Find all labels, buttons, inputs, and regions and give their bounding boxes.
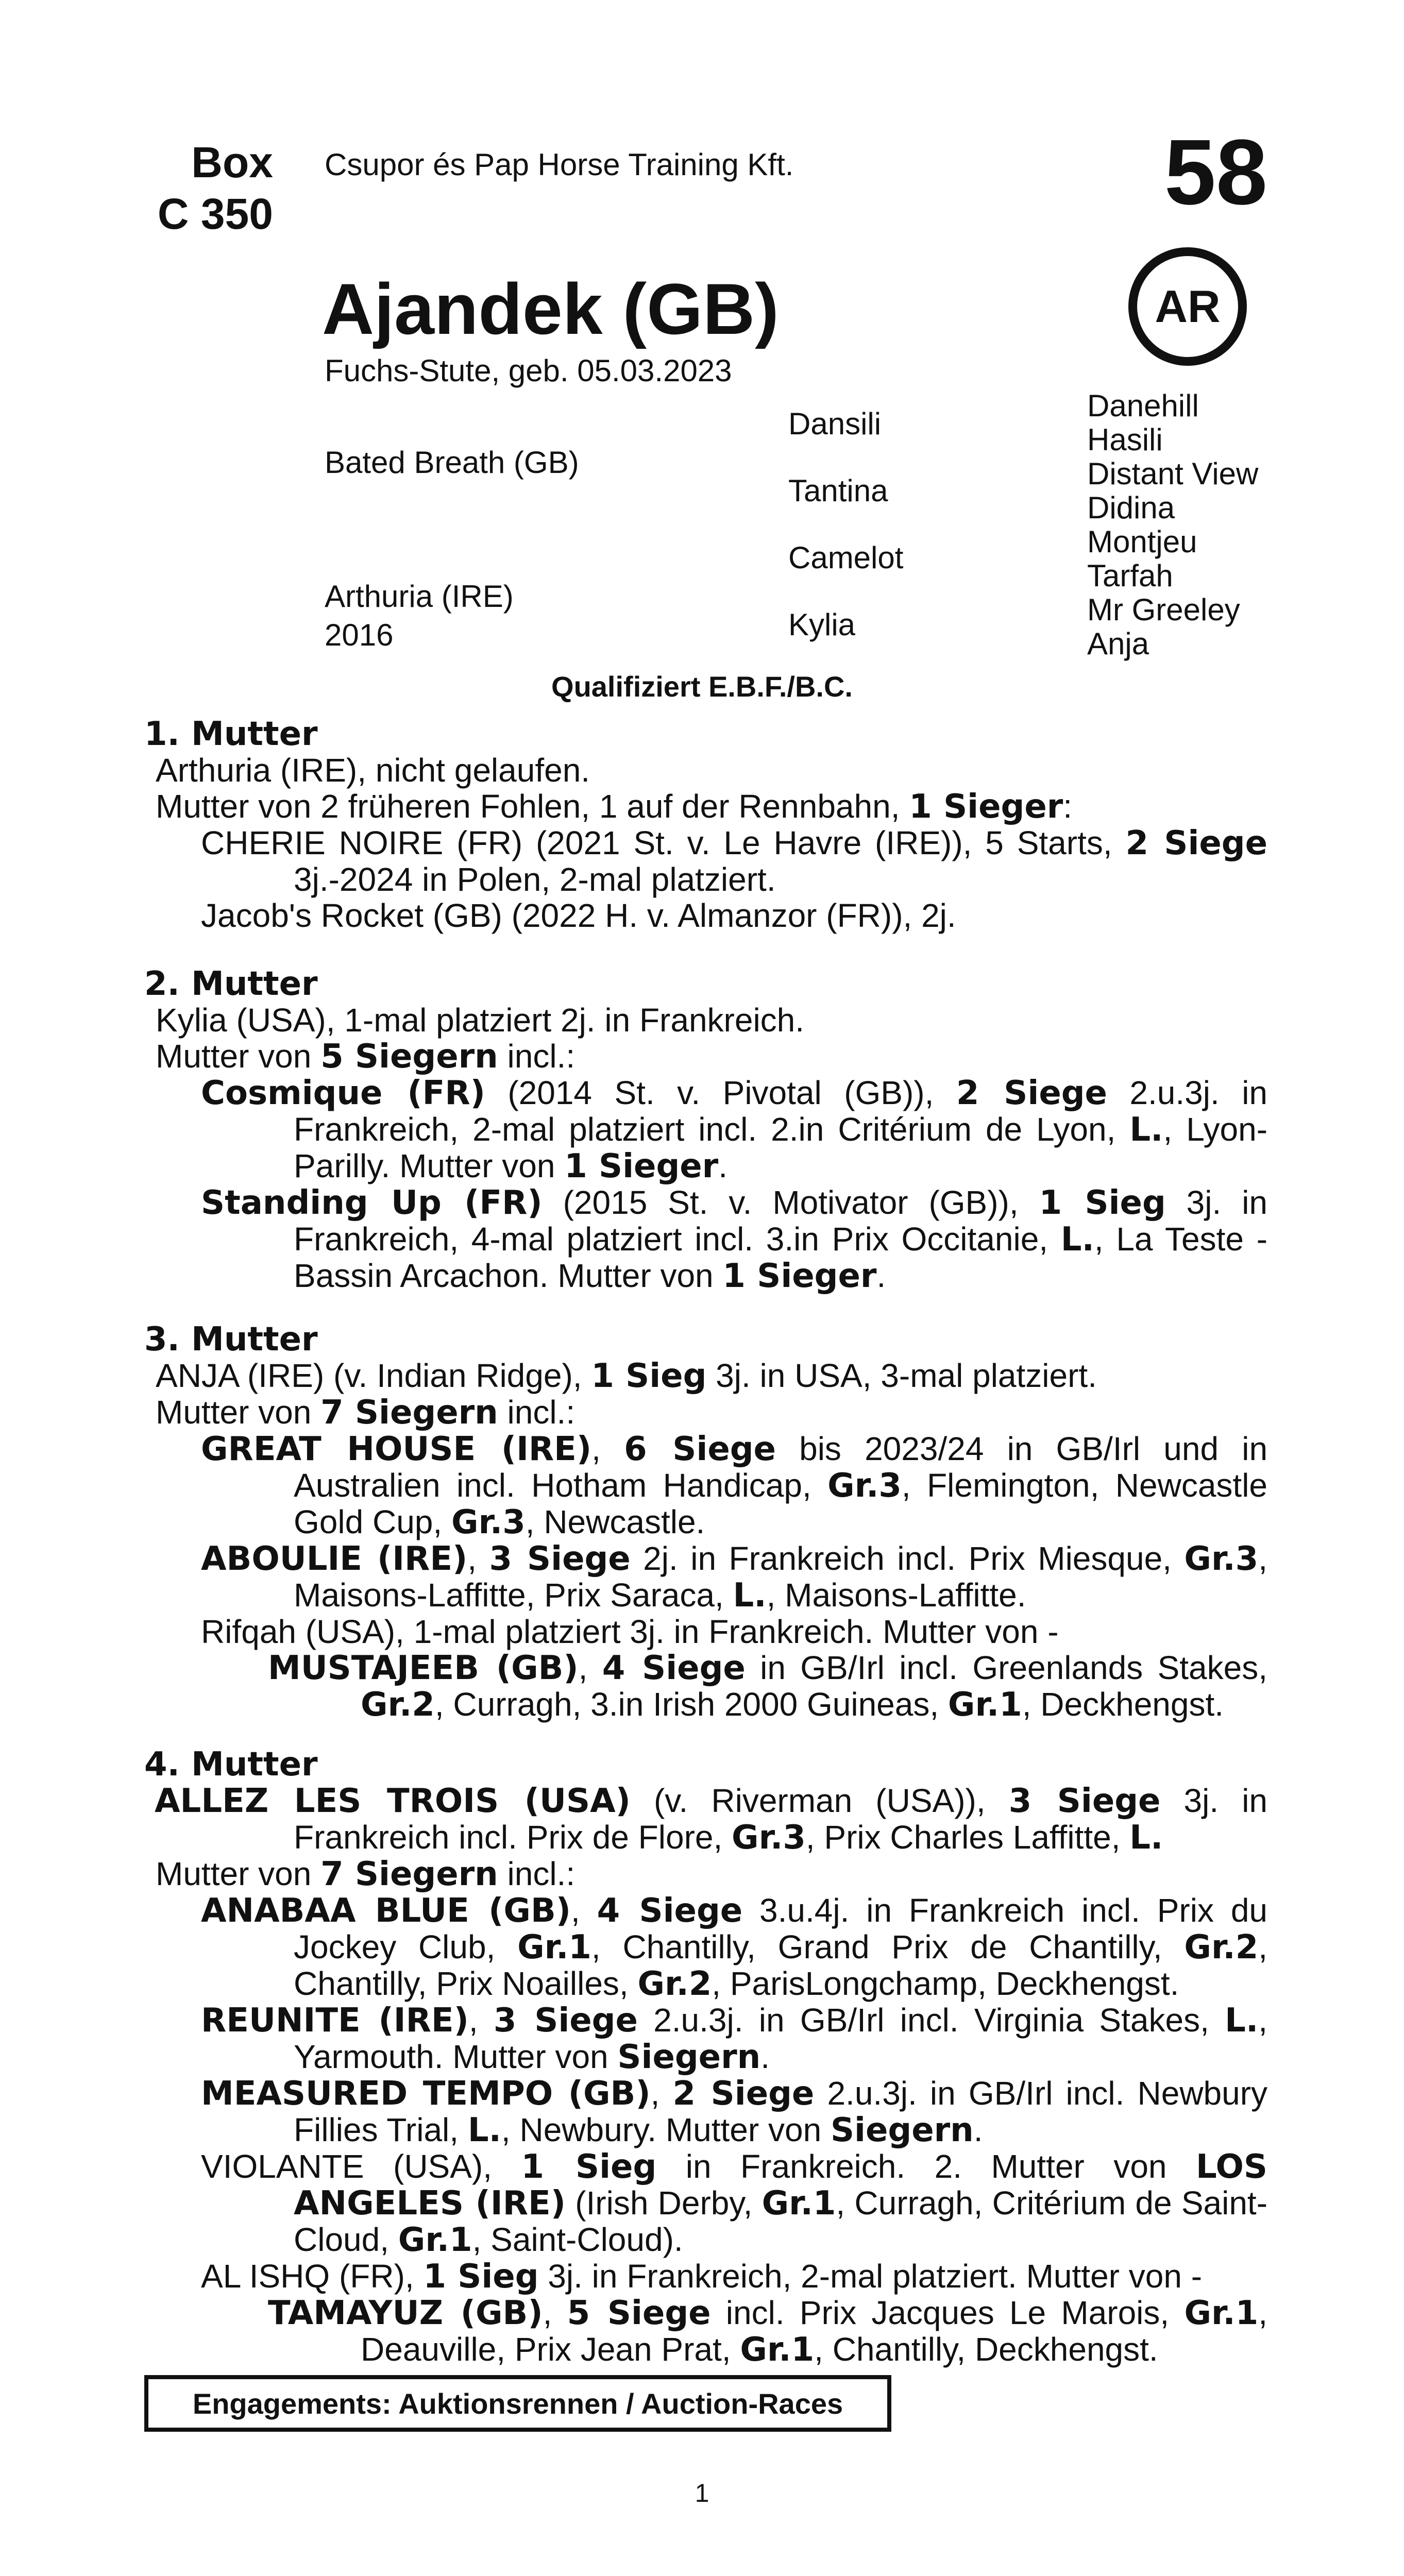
dam-line <box>144 1783 1267 1856</box>
text: incl. Prix Jacques Le Marois, <box>711 2294 1185 2331</box>
text: in Frankreich. 2. Mutter von <box>656 2148 1196 2185</box>
text: Gr.1 <box>762 2184 836 2223</box>
text: , Maisons-Laffitte, Prix Saraca, <box>294 1540 1267 1614</box>
text: (Irish Derby, <box>565 2184 762 2222</box>
text: 1 Sieg <box>1039 1184 1166 1222</box>
text: . <box>760 2038 770 2075</box>
text: ANABAA BLUE (GB) <box>201 1892 571 1930</box>
produce-entry <box>144 1540 1267 1614</box>
text: , Curragh, Critérium de Saint-Cloud, <box>294 2184 1267 2258</box>
pedigree-gen3-item: Tarfah <box>1087 558 1173 593</box>
text: L. <box>733 1577 767 1615</box>
pedigree-gen3-item: Didina <box>1087 490 1175 525</box>
text: ANJA (IRE) (v. Indian Ridge), <box>156 1357 591 1394</box>
dam-line: Arthuria (IRE), nicht gelaufen. <box>156 752 590 789</box>
produce-entry <box>144 2295 1267 2368</box>
text: 1 Sieger <box>564 1147 719 1185</box>
text: 2 Siege <box>956 1074 1107 1112</box>
text: Gr.1 <box>948 1686 1022 1724</box>
produce-summary <box>144 788 1267 825</box>
text: , Chantilly, Deckhengst. <box>814 2331 1158 2368</box>
text: , <box>650 2075 673 2112</box>
produce-summary <box>144 1394 1267 1431</box>
text: , <box>543 2294 567 2331</box>
produce-summary <box>144 1038 1267 1075</box>
ar-badge-label: AR <box>1155 281 1221 332</box>
dam-line: Kylia (USA), 1-mal platziert 2j. in Frankreich. <box>156 1002 805 1039</box>
text: 2 Siege <box>672 2075 815 2113</box>
text: 3 Siege <box>489 1540 631 1578</box>
text: , Flemington, Newcastle Gold Cup, <box>294 1467 1268 1540</box>
text: . <box>718 1147 728 1184</box>
pedigree-gen2-item: Camelot <box>788 540 904 575</box>
text: Siegern <box>617 2038 761 2076</box>
text: 5 Siege <box>567 2294 711 2332</box>
horse-name: Ajandek (GB) <box>322 268 779 349</box>
text: REUNITE (IRE) <box>201 2002 469 2040</box>
text: : <box>1063 788 1073 825</box>
text: 5 Siegern <box>320 1038 498 1076</box>
text: 1 Sieger <box>722 1257 877 1295</box>
text: , ParisLongchamp, Deckhengst. <box>712 1965 1179 2002</box>
text: , Prix Charles Laffitte, <box>805 1819 1130 1856</box>
text: 1 Sieg <box>591 1357 707 1395</box>
text: incl.: <box>498 1394 576 1431</box>
section-heading: 2. Mutter <box>144 965 318 1003</box>
fourth-dam-section <box>144 1747 1267 2368</box>
produce-entry <box>144 2148 1267 2258</box>
text: VIOLANTE (USA), <box>201 2148 521 2185</box>
text: 7 Siegern <box>320 1394 498 1432</box>
text: MEASURED TEMPO (GB) <box>201 2075 651 2113</box>
text: Mutter von <box>156 1394 321 1431</box>
section-heading: 1. Mutter <box>144 715 318 753</box>
text: Standing Up (FR) <box>201 1184 543 1222</box>
text: incl.: <box>498 1038 576 1075</box>
text: 2.u.3j. in Frankreich, 2-mal platziert incl. 2.in Critérium de Lyon, <box>294 1074 1268 1148</box>
box-label: Box <box>191 138 273 187</box>
text: , Maisons-Laffitte. <box>766 1577 1026 1614</box>
text: , Saint-Cloud). <box>472 2221 683 2258</box>
text: Gr.1 <box>517 1928 591 1967</box>
text: L. <box>1225 2002 1259 2040</box>
text: 3j. in Frankreich, 2-mal platziert. Mutter von - <box>538 2258 1203 2295</box>
produce-entry <box>144 2258 1267 2295</box>
text: . <box>973 2111 983 2148</box>
box-number: C 350 <box>157 190 273 238</box>
owner-name: Csupor és Pap Horse Training Kft. <box>325 147 794 182</box>
text: 3 Siege <box>493 2002 638 2040</box>
pedigree-gen2-item: Dansili <box>788 406 882 441</box>
text: , Chantilly, Prix Noailles, <box>294 1928 1267 2002</box>
text: 3 Siege <box>1008 1782 1161 1820</box>
text: 6 Siege <box>624 1430 776 1468</box>
text: , La Teste - Bassin Arcachon. Mutter von <box>294 1221 1268 1294</box>
pedigree-gen3-item: Distant View <box>1087 456 1259 491</box>
text: , Deauville, Prix Jean Prat, <box>361 2294 1268 2368</box>
text: , Newbury. Mutter von <box>501 2111 831 2148</box>
text: 1 Sieger <box>909 788 1063 826</box>
dam-line <box>144 1358 1267 1394</box>
pedigree-gen3-item: Anja <box>1087 626 1149 661</box>
text: 2 Siege <box>1125 824 1268 862</box>
text: 3j. in Frankreich incl. Prix de Flore, <box>294 1782 1268 1856</box>
text: 4 Siege <box>597 1892 743 1930</box>
section-heading: 4. Mutter <box>144 1745 318 1784</box>
text: Gr.1 <box>398 2221 472 2259</box>
text: Gr.3 <box>1184 1540 1259 1578</box>
text: 3.u.4j. in Frankreich incl. Prix du Jockey Club, <box>294 1892 1267 1965</box>
text: L. <box>1060 1221 1094 1259</box>
produce-entry: Rifqah (USA), 1-mal platziert 3j. in Frankreich. Mutter von - <box>201 1613 1059 1650</box>
text: CHERIE NOIRE (FR) (2021 St. v. Le Havre (IRE)), 5 Starts, <box>201 824 1126 861</box>
third-dam-section <box>144 1321 1267 1723</box>
produce-entry <box>144 1650 1267 1723</box>
pedigree-dam-year: 2016 <box>325 618 394 652</box>
text: MUSTAJEEB (GB) <box>268 1649 579 1687</box>
text: ALLEZ LES TROIS (USA) <box>155 1782 631 1820</box>
text: AL ISHQ (FR), <box>201 2258 424 2295</box>
text: 1 Sieg <box>423 2258 539 2296</box>
engagements-label: Engagements: Auktionsrennen / Auction-Races <box>192 2387 843 2420</box>
text: Mutter von <box>156 1855 321 1892</box>
text: 1 Sieg <box>521 2148 657 2186</box>
text: (2014 St. v. Pivotal (GB)), <box>485 1074 956 1111</box>
text: , Yarmouth. Mutter von <box>294 2002 1268 2075</box>
produce-entry <box>144 1431 1267 1540</box>
text: Gr.3 <box>451 1503 526 1541</box>
text: , <box>570 1892 597 1929</box>
pedigree-gen2-item: Tantina <box>788 473 888 508</box>
produce-summary <box>144 1856 1267 1892</box>
text: LOS ANGELES (IRE) <box>294 2148 1268 2223</box>
text: 3j. in Frankreich, 4-mal platziert incl. 3.in Prix Occitanie, <box>294 1184 1268 1258</box>
text: incl.: <box>498 1855 576 1892</box>
produce-entry: Jacob's Rocket (GB) (2022 H. v. Almanzor (FR)), 2j. <box>201 897 956 934</box>
qualification-note: Qualifiziert E.B.F./B.C. <box>551 670 853 703</box>
text: Gr.2 <box>1184 1928 1259 1967</box>
produce-entry <box>144 1075 1267 1184</box>
second-dam-section <box>144 966 1267 1294</box>
horse-details: Fuchs-Stute, geb. 05.03.2023 <box>325 353 732 388</box>
text: Gr.1 <box>1184 2294 1259 2332</box>
first-dam-section <box>144 716 1267 934</box>
text: 2j. in Frankreich incl. Prix Miesque, <box>630 1540 1185 1577</box>
text: GREAT HOUSE (IRE) <box>201 1430 592 1468</box>
pedigree-gen3-item: Mr Greeley <box>1087 592 1240 627</box>
text: (2015 St. v. Motivator (GB)), <box>542 1184 1039 1221</box>
text: 2.u.3j. in GB/Irl incl. Newbury Fillies Trial, <box>294 2075 1268 2148</box>
text: , Chantilly, Grand Prix de Chantilly, <box>591 1928 1185 1965</box>
text: , Newcastle. <box>525 1503 705 1540</box>
text: Gr.3 <box>827 1467 902 1505</box>
text: L. <box>1129 1819 1163 1857</box>
pedigree-dam: Arthuria (IRE) <box>325 579 514 614</box>
lot-number: 58 <box>1164 121 1267 224</box>
pedigree-gen3-item: Danehill <box>1087 388 1199 423</box>
text: Gr.1 <box>740 2331 815 2369</box>
text: Mutter von 2 früheren Fohlen, 1 auf der Rennbahn, <box>156 788 909 825</box>
page-number: 1 <box>695 2479 709 2507</box>
text: , Curragh, 3.in Irish 2000 Guineas, <box>434 1686 948 1723</box>
text: 4 Siege <box>602 1649 746 1687</box>
text: ABOULIE (IRE) <box>201 1540 468 1578</box>
text: Siegern <box>830 2111 974 2149</box>
text: Mutter von <box>156 1038 321 1075</box>
ar-badge <box>1128 247 1247 366</box>
text: Gr.3 <box>732 1819 806 1857</box>
produce-entry <box>144 825 1267 897</box>
text: Gr.2 <box>637 1965 712 2003</box>
text: . <box>876 1257 886 1294</box>
text: (v. Riverman (USA)), <box>630 1782 1009 1819</box>
produce-entry <box>144 1892 1267 2002</box>
text: , <box>468 2002 494 2039</box>
text: in GB/Irl incl. Greenlands Stakes, <box>745 1649 1268 1686</box>
text: , <box>467 1540 489 1577</box>
produce-entry <box>144 2002 1267 2075</box>
produce-entry <box>144 2075 1267 2148</box>
section-heading: 3. Mutter <box>144 1320 318 1359</box>
text: Gr.2 <box>361 1686 435 1724</box>
text: L. <box>467 2111 501 2149</box>
text: , Deckhengst. <box>1022 1686 1224 1723</box>
pedigree-gen2-item: Kylia <box>788 607 856 642</box>
text: bis 2023/24 in GB/Irl und in Australien incl. Hotham Handicap, <box>294 1430 1268 1504</box>
text: , <box>591 1430 624 1467</box>
text: , <box>578 1649 602 1686</box>
produce-entry <box>144 1184 1267 1294</box>
engagements-box <box>144 2375 891 2432</box>
text: , Lyon-Parilly. Mutter von <box>294 1111 1268 1184</box>
box-label-block <box>124 137 273 240</box>
text: Cosmique (FR) <box>201 1074 485 1112</box>
text: TAMAYUZ (GB) <box>268 2294 543 2332</box>
text: 7 Siegern <box>320 1855 498 1893</box>
text: 2.u.3j. in GB/Irl incl. Virginia Stakes, <box>637 2002 1225 2039</box>
pedigree-gen3-item: Montjeu <box>1087 524 1197 559</box>
pedigree-sire: Bated Breath (GB) <box>325 445 579 480</box>
text: 3j.-2024 in Polen, 2-mal platziert. <box>294 861 776 898</box>
text: L. <box>1129 1111 1163 1149</box>
pedigree-gen3-item: Hasili <box>1087 422 1163 457</box>
text: 3j. in USA, 3-mal platziert. <box>706 1357 1097 1394</box>
